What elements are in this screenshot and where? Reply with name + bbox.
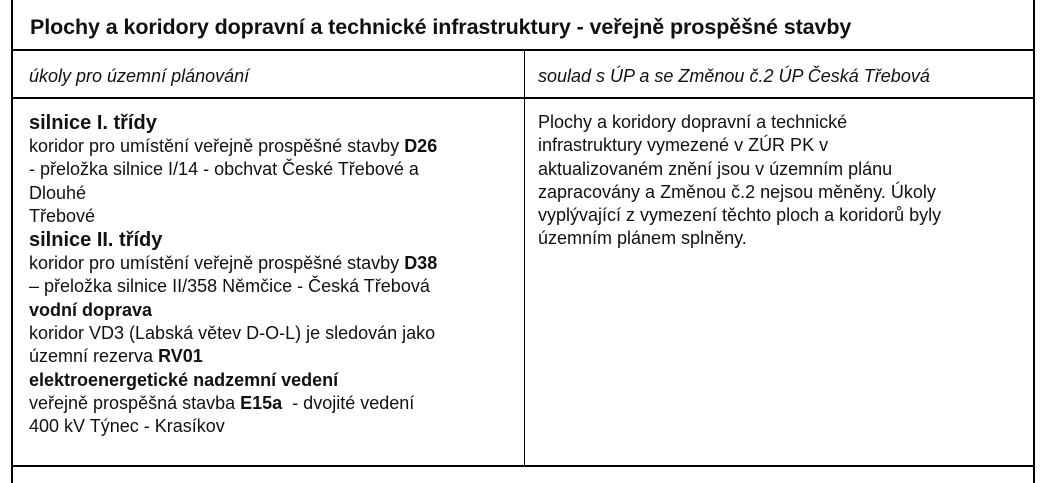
document-table — [11, 0, 1035, 483]
header-right: soulad s ÚP a se Změnou č.2 ÚP Česká Třebová — [538, 66, 930, 86]
section-heading-water: vodní doprava — [29, 299, 153, 320]
table-title: Plochy a koridory dopravní a technické infrastruktury - veřejně prospěšné stavby — [30, 15, 852, 39]
section-heading-road-2: silnice II. třídy — [29, 229, 163, 252]
text-line: územním plánem splněny. — [538, 228, 747, 249]
text-line: koridor VD3 (Labská větev D-O-L) je sledován jako — [29, 323, 436, 344]
text-line: aktualizovaném znění jsou v územním plánu — [538, 158, 893, 179]
text-line: veřejně prospěšná stavba E15a - dvojité vedení — [29, 392, 415, 413]
code-d38: D38 — [404, 253, 438, 274]
text-line: - přeložka silnice I/14 - obchvat České Třebové a — [29, 159, 419, 180]
code-d26: D26 — [404, 136, 438, 156]
right-cell — [538, 111, 1028, 251]
rule-under-title — [13, 49, 1033, 51]
rule-bottom — [13, 465, 1033, 467]
code-rv01: RV01 — [158, 346, 203, 367]
text-line: Dlouhé — [29, 182, 87, 203]
section-heading-road-1: silnice I. třídy — [29, 112, 157, 134]
text-line: zapracovány a Změnou č.2 nejsou měněny. Úkoly — [538, 181, 936, 202]
text-line: koridor pro umístění veřejně prospěšné stavby D38 — [29, 253, 438, 274]
column-divider — [524, 50, 525, 466]
text-line: infrastruktury vymezené v ZÚR PK v — [538, 135, 829, 156]
section-heading-power: elektroenergetické nadzemní vedení — [29, 369, 339, 390]
code-e15a: E15a — [240, 392, 283, 413]
text-line: 400 kV Týnec - Krasíkov — [29, 416, 225, 437]
left-cell — [29, 111, 519, 439]
text-line: – přeložka silnice II/358 Němčice - Česká Třebová — [29, 276, 430, 297]
text-line: územní rezerva RV01 — [29, 346, 203, 367]
text-line: Třebové — [29, 205, 96, 226]
text-line: koridor pro umístění veřejně prospěšné stavby D26 — [29, 136, 438, 156]
header-left: úkoly pro územní plánování — [29, 66, 250, 86]
text-line: Plochy a koridory dopravní a technické — [538, 112, 848, 132]
rule-under-header — [13, 97, 1033, 99]
text-line: vyplývající z vymezení těchto ploch a koridorů byly — [538, 205, 942, 226]
